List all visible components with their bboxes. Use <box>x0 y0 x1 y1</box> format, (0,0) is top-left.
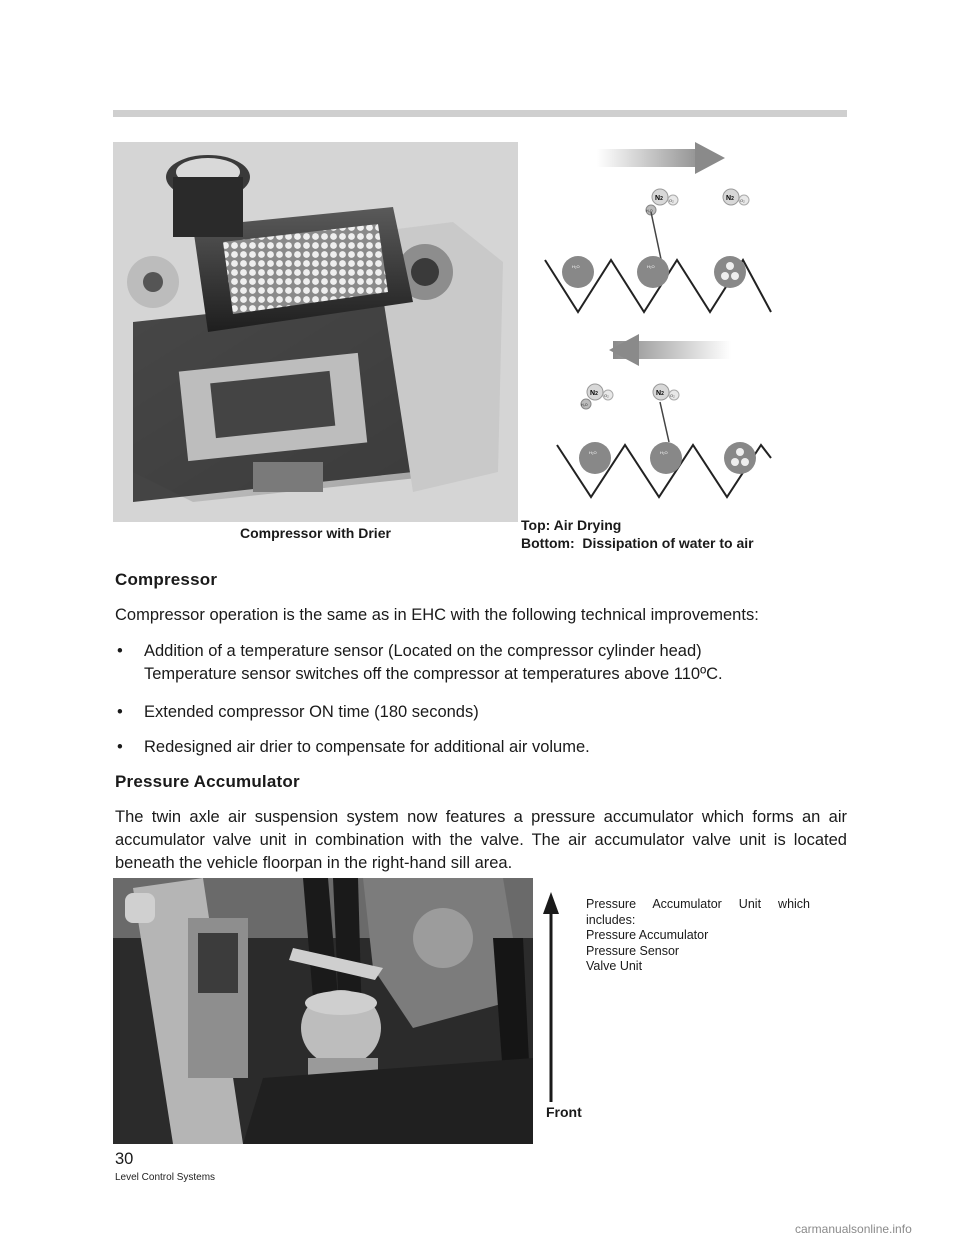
compressor-photo <box>113 142 518 522</box>
label-n2-top-1: N2 <box>655 195 663 202</box>
label-h2o-bead-2: H₂O <box>647 264 655 269</box>
front-label: Front <box>546 1104 582 1120</box>
label-line: includes: <box>586 912 636 927</box>
label-n2-bottom-2: N2 <box>656 390 664 397</box>
label-line: Pressure Sensor <box>586 943 680 958</box>
drying-caption <box>521 516 754 552</box>
label-h2o-bead-1: H₂O <box>572 264 580 269</box>
header-rule <box>113 110 847 117</box>
page-number: 30 <box>115 1150 134 1168</box>
label-line: Valve Unit <box>586 959 643 973</box>
label-h2o-top: H₂O <box>646 209 653 213</box>
label-n2-bottom-1: N2 <box>590 390 598 397</box>
air-drying-diagram <box>535 140 785 512</box>
label-h2o-bead-3: H₂O <box>589 450 597 455</box>
bullet-line: Temperature sensor switches off the compressor at temperatures above 110ºC. <box>144 665 723 683</box>
bullet-symbol: • <box>117 642 123 660</box>
watermark[interactable]: carmanualsonline.info <box>795 1222 912 1236</box>
label-o2-bottom-2: O₂ <box>670 393 675 398</box>
accumulator-body: The twin axle air suspension system now features a pressure accumulator which forms an air accumulator valve unit in combination with the valve. The air accumulator valve unit is located beneath the vehicle floorpan in the right-hand sill area. <box>115 808 847 872</box>
accumulator-unit-label <box>586 897 816 975</box>
drying-caption-top: Top: Air Drying <box>521 517 622 533</box>
label-line: Pressure Accumulator Unit which <box>586 897 810 911</box>
label-line: Pressure Accumulator <box>586 928 709 942</box>
bullet-text: Redesigned air drier to compensate for additional air volume. <box>144 738 590 756</box>
drying-caption-bottom: Bottom: Dissipation of water to air <box>521 535 754 551</box>
bullet-symbol: • <box>117 703 123 721</box>
label-n2-top-2: N2 <box>726 195 734 202</box>
underbody-photo <box>113 878 533 1144</box>
bullet-symbol: • <box>117 738 123 756</box>
front-arrow-icon <box>543 892 559 1102</box>
label-o2-top-1: O₂ <box>669 198 674 203</box>
arrow-left-icon <box>609 334 731 366</box>
bullet-text: Extended compressor ON time (180 seconds) <box>144 703 479 721</box>
label-o2-top-2: O₂ <box>740 198 745 203</box>
compressor-caption: Compressor with Drier <box>240 525 391 541</box>
footer-title: Level Control Systems <box>115 1172 216 1183</box>
label-o2-bottom-1: O₂ <box>604 393 609 398</box>
arrow-right-icon <box>597 142 725 174</box>
label-h2o-bead-4: H₂O <box>660 450 668 455</box>
compressor-intro: Compressor operation is the same as in EHC with the following technical improvements: <box>115 606 759 624</box>
label-h2o-bottom: H₂O <box>581 403 588 407</box>
compressor-heading: Compressor <box>115 570 218 589</box>
bullet-line: Addition of a temperature sensor (Located on the compressor cylinder head) <box>144 642 702 660</box>
accumulator-heading: Pressure Accumulator <box>115 772 300 791</box>
bullet-text <box>144 640 723 686</box>
